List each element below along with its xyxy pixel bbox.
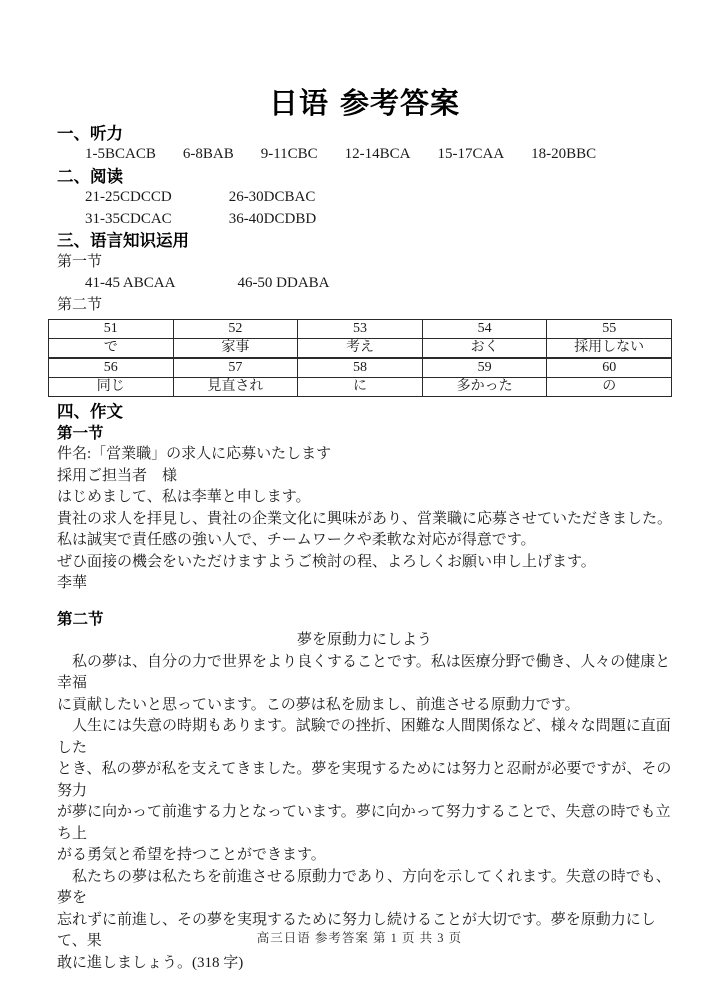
language-answers-line [57,273,672,295]
essay-line: 忘れずに前進し、その夢を実現するために努力し続けることが大切です。夢を原動力にして、果 [57,911,656,949]
table-row [49,339,672,359]
table-cell: 56 [49,358,174,378]
reading-answers-line-2 [57,209,672,231]
letter-line: 李華 [57,575,88,591]
table-cell: 51 [49,320,174,339]
table-cell: 家事 [173,339,298,359]
answer-group: 12-14BCA [344,146,411,162]
listening-answers-line [57,144,672,166]
table-cell: 同じ [49,378,174,397]
section-language-heading: 三、语言知识运用 [57,231,189,250]
essay-line: に貢献したいと思っています。この夢は私を励まし、前進させる原動力です。 [57,696,580,713]
section-listening-heading: 一、听力 [57,123,123,143]
answer-table [48,319,672,397]
page-footer: 高三日语 参考答案 第 1 页 共 3 页 [256,931,463,945]
table-cell: おく [422,339,547,359]
table-cell: 54 [422,320,547,339]
answer-group: 1-5BCACB [85,146,156,162]
essay-line: が夢に向かって前進する力となっています。夢に向かって努力することで、失意の時でも立ち上 [57,804,671,842]
table-cell: 52 [173,320,298,339]
essay-line: 私の夢は、自分の力で世界をより良くすることです。私は医療分野で働き、人々の健康と幸福 [57,653,671,691]
answer-group: 26-30DCBAC [228,189,316,205]
page-title: 日语 参考答案 [268,86,461,120]
answer-group: 6-8BAB [182,146,234,162]
answer-group: 18-20BBC [531,146,597,162]
reading-answers-line-1 [57,187,672,209]
table-cell: 60 [547,358,672,378]
table-cell: 見直され [173,378,298,397]
table-cell: に [298,378,423,397]
table-cell: 多かった [422,378,547,397]
essay-title: 夢を原動力にしよう [296,632,432,648]
section-reading-heading: 二、阅读 [57,166,123,186]
essay-line: 人生には失意の時期もあります。試験での挫折、困難な人間関係など、様々な問題に直面した [57,718,671,756]
letter-line: ぜひ面接の機会をいただけますようご検討の程、よろしくお願い申し上げます。 [57,553,596,570]
answer-group: 46-50 DDABA [237,275,330,291]
section-writing-heading: 四、作文 [57,402,123,421]
answer-group: 9-11CBC [260,146,318,162]
essay-line: がる勇気と希望を持つことができます。 [57,847,326,863]
answer-group: 21-25CDCCD [85,189,172,205]
table-cell: 59 [422,358,547,378]
answer-group: 31-35CDCAC [85,210,172,227]
table-cell: 55 [547,320,672,339]
writing-part2-label: 第二节 [57,609,104,628]
table-row [49,378,672,397]
letter-line: 私は誠実で責任感の強い人で、チームワークや柔軟な対応が得意です。 [57,532,536,548]
section-gap [57,595,672,609]
letter-line: はじめまして、私は李華と申します。 [57,489,311,505]
table-cell: で [49,339,174,359]
essay-line: 私たちの夢は私たちを前進させる原動力であり、方向を示してくれます。失意の時でも、夢を [57,868,671,906]
table-cell: 58 [298,358,423,378]
table-cell: 57 [173,358,298,378]
essay-line: 敢に進しましょう。(318 字) [57,954,244,971]
language-part2-label: 第二节 [57,296,103,313]
letter-line: 貴社の求人を拝見し、貴社の企業文化に興味があり、営業職に応募させていただきました。 [57,510,673,527]
table-row [49,320,672,339]
writing-part1-label: 第一节 [57,423,104,442]
table-cell: の [547,378,672,397]
answer-group: 15-17CAA [437,146,505,162]
letter-line: 件名:「営業職」の求人に応募いたします [57,446,332,462]
answer-group: 36-40DCDBD [228,210,317,227]
table-cell: 考え [298,339,423,359]
letter-line: 採用ご担当者 様 [57,467,178,484]
language-part1-label: 第一节 [57,253,103,270]
table-cell: 採用しない [547,339,672,359]
answer-group: 41-45 ABCAA [85,275,176,291]
table-row [49,358,672,378]
table-cell: 53 [298,320,423,339]
essay-line: とき、私の夢が私を支えてきました。夢を実現するためには努力と忍耐が必要ですが、その努力 [57,761,672,799]
